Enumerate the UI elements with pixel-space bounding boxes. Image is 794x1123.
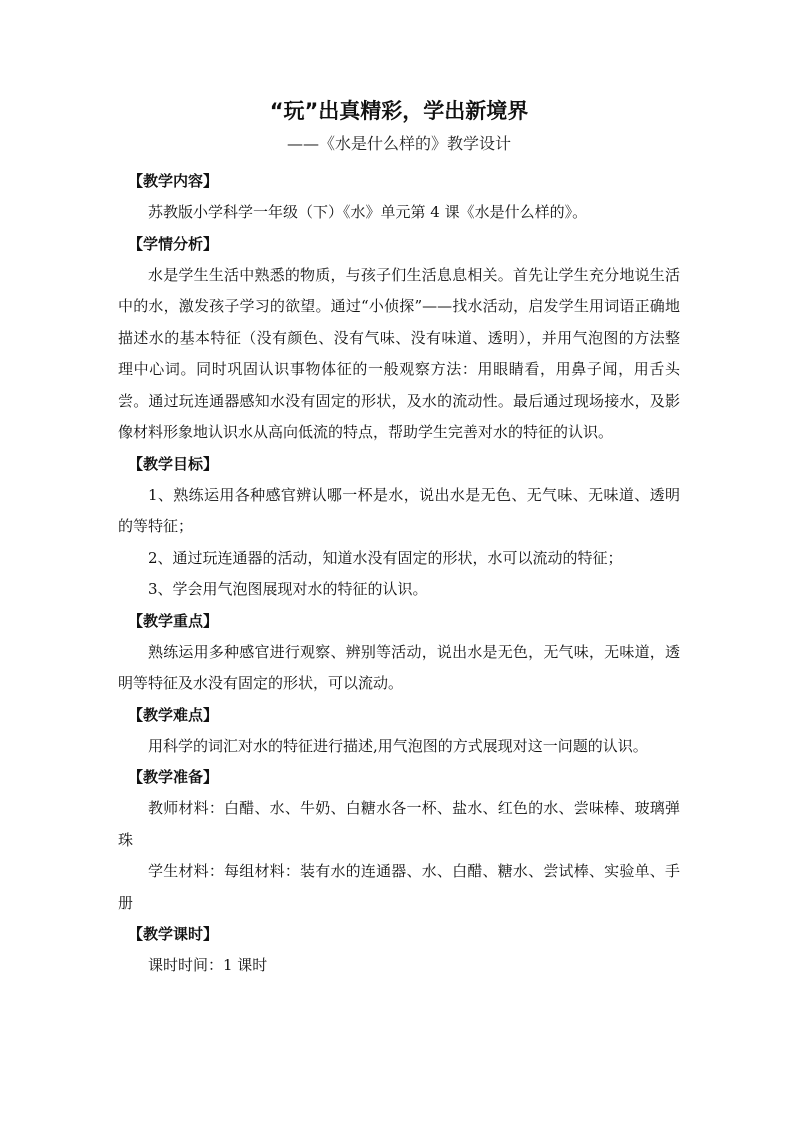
section-heading: 【教学准备】: [128, 768, 219, 786]
section-paragraph: 课时时间：1 课时: [148, 956, 268, 974]
section-preparation: [118, 762, 680, 919]
section-paragraph: 教师材料：白醋、水、牛奶、白糖水各一杯、盐水、红色的水、尝味棒、玻璃弹珠: [118, 799, 680, 849]
section-paragraph: 2、通过玩连通器的活动，知道水没有固定的形状，水可以流动的特征；: [148, 548, 623, 567]
section-heading: 【教学内容】: [128, 172, 219, 190]
section-paragraph: 水是学生生活中熟悉的物质，与孩子们生活息息相关。首先让学生充分地说生活中的水，激发孩子学习的欲望。通过“小侦探”——找水活动，启发学生用词语正确地描述水的基本特征（没有颜色、没有气味、没有味道、透明），并用气泡图的方法整理中心词。同时巩固认识事物体征的一般观察方法：用眼睛看，用鼻子闻，用舌头尝。通过玩连通器感知水没有固定的形状，及水的流动性。最后通过现场接水，及影像材料形象地认识水从高向低流的特点，帮助学生完善对水的特征的认识。: [118, 265, 680, 441]
document-page: [118, 96, 680, 982]
section-paragraph: 1、熟练运用各种感官辨认哪一杯是水，说出水是无色、无气味、无味道、透明的等特征；: [118, 485, 680, 535]
section-heading: 【教学难点】: [128, 705, 219, 724]
section-heading: 【教学目标】: [128, 454, 219, 473]
section-objectives: [118, 449, 680, 606]
section-paragraph: 熟练运用多种感官进行观察、辨别等活动，说出水是无色，无气味，无味道，透明等特征及水没有固定的形状，可以流动。: [118, 642, 680, 692]
section-paragraph: 苏教版小学科学一年级（下）《水》单元第 4 课《水是什么样的》。: [148, 203, 588, 221]
document-title: “玩”出真精彩，学出新境界: [269, 99, 529, 123]
section-analysis: [118, 229, 680, 449]
section-heading: 【教学重点】: [128, 611, 219, 630]
section-content: [118, 166, 680, 229]
document-subtitle: ——《水是什么样的》教学设计: [286, 134, 511, 153]
section-heading: 【教学课时】: [128, 925, 219, 943]
section-class-hours: [118, 919, 680, 982]
section-difficulties: [118, 700, 680, 763]
section-paragraph: 学生材料：每组材料：装有水的连通器、水、白醋、糖水、尝试棒、实验单、手册: [118, 862, 680, 912]
section-paragraph: 3、学会用气泡图展现对水的特征的认识。: [148, 580, 428, 598]
section-heading: 【学情分析】: [128, 234, 219, 253]
section-paragraph: 用科学的词汇对水的特征进行描述,用气泡图的方式展现对这一问题的认识。: [148, 736, 648, 755]
section-key-points: [118, 606, 680, 700]
